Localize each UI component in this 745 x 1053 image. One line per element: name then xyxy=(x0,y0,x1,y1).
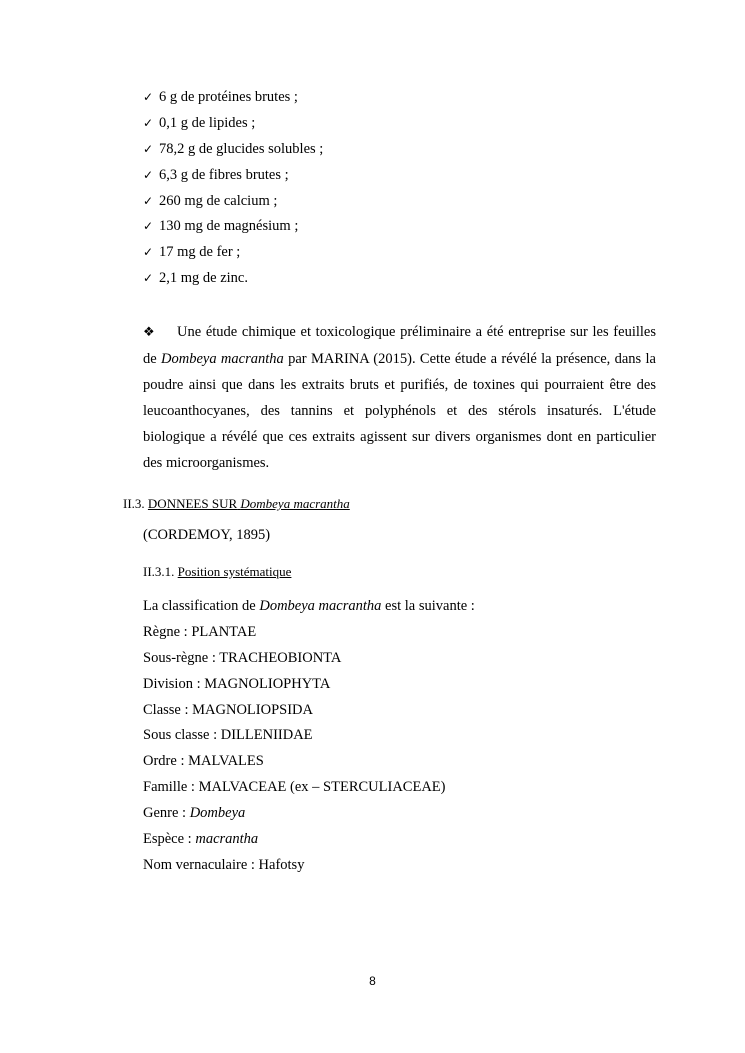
espece-value: macrantha xyxy=(195,831,259,848)
nutrient-checklist xyxy=(143,87,323,294)
list-item-text: 6,3 g de fibres brutes ; xyxy=(159,166,289,183)
list-item-text: 130 mg de magnésium ; xyxy=(159,218,299,235)
section-heading xyxy=(123,496,350,512)
checkmark-icon: ✓ xyxy=(143,219,154,234)
list-item-text: 2,1 mg de zinc. xyxy=(159,270,248,287)
classification-ordre: Ordre : MALVALES xyxy=(143,753,264,770)
checkmark-icon: ✓ xyxy=(143,115,154,130)
species-name: Dombeya macrantha xyxy=(161,351,284,367)
section-number: II.3. xyxy=(123,496,145,511)
list-item xyxy=(143,191,323,217)
classification-intro xyxy=(143,596,475,622)
list-item xyxy=(143,139,323,165)
list-item xyxy=(143,165,323,191)
list-item xyxy=(143,113,323,139)
list-item-text: 260 mg de calcium ; xyxy=(159,192,278,209)
classification-famille: Famille : MALVACEAE (ex – STERCULIACEAE) xyxy=(143,779,446,796)
genre-value: Dombeya xyxy=(189,805,246,822)
list-item xyxy=(143,87,323,113)
page-number: 8 xyxy=(369,974,376,988)
list-item xyxy=(143,242,323,268)
classification-espece xyxy=(143,829,475,855)
checkmark-icon: ✓ xyxy=(143,141,154,156)
list-item-text: 0,1 g de lipides ; xyxy=(159,114,256,131)
classification-nom-vernaculaire: Nom vernaculaire : Hafotsy xyxy=(143,856,305,873)
section-title-text: DONNEES SUR xyxy=(147,496,238,511)
intro-text-end: est la suivante : xyxy=(381,598,475,614)
espece-label: Espèce : xyxy=(143,831,196,848)
checkmark-icon: ✓ xyxy=(143,271,154,286)
classification-sous-regne: Sous-règne : TRACHEOBIONTA xyxy=(143,649,342,666)
species-name: Dombeya macrantha xyxy=(259,598,382,614)
classification-classe: Classe : MAGNOLIOPSIDA xyxy=(143,701,313,718)
section-citation: (CORDEMOY, 1895) xyxy=(143,527,271,543)
diamond-bullet-icon: ❖ xyxy=(143,325,155,340)
intro-text: La classification de xyxy=(143,598,260,614)
subsection-heading xyxy=(143,564,291,580)
classification-division: Division : MAGNOLIOPHYTA xyxy=(143,675,331,692)
paragraph-text-2: par MARINA (2015). Cette étude a révélé la présence, dans la poudre ainsi que dans les extraits bruts et purifiés, de toxines qui pourraient être des leucoanthocyanes, des tannins et polyphénols et des stérols insaturés. L'étude biologique a révélé que ces extraits agissent sur divers organismes dont en particulier des microorganismes. xyxy=(143,351,656,471)
list-item xyxy=(143,268,323,294)
classification-list xyxy=(143,596,475,881)
list-item-text: 6 g de protéines brutes ; xyxy=(159,89,298,105)
checkmark-icon: ✓ xyxy=(143,245,154,260)
checkmark-icon: ✓ xyxy=(143,90,154,104)
paragraph-text-1: Une étude chimique et toxicologique préliminaire a été entreprise sur les feuilles de xyxy=(143,324,656,367)
subsection-number: II.3.1. xyxy=(143,564,175,579)
section-title xyxy=(148,496,350,511)
classification-genre xyxy=(143,803,475,829)
study-paragraph xyxy=(143,319,656,476)
subsection-title: Position systématique xyxy=(177,564,292,579)
classification-sous-classe: Sous classe : DILLENIIDAE xyxy=(143,727,313,744)
classification-regne: Règne : PLANTAE xyxy=(143,623,257,640)
checkmark-icon: ✓ xyxy=(143,167,154,182)
list-item-text: 17 mg de fer ; xyxy=(159,244,241,261)
list-item-text: 78,2 g de glucides solubles ; xyxy=(159,140,324,157)
section-title-species: Dombeya macrantha xyxy=(240,496,350,511)
list-item xyxy=(143,216,323,242)
genre-label: Genre : xyxy=(143,805,190,822)
checkmark-icon: ✓ xyxy=(143,193,154,208)
